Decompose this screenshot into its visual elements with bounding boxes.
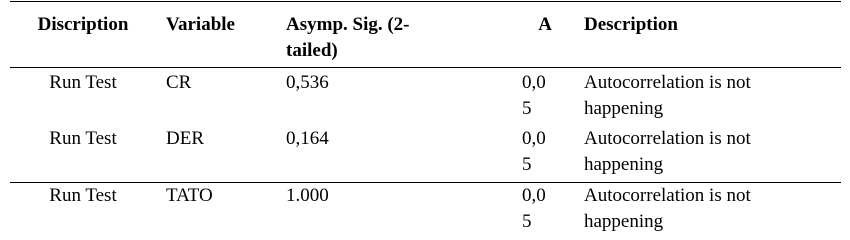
row1-discription: Run Test: [49, 72, 117, 93]
row1-a-line2: 5: [522, 98, 532, 119]
row2-a-line1: 0,0: [522, 128, 546, 149]
row3-sig: 1.000: [286, 185, 329, 206]
row2-desc-line1: Autocorrelation is not: [584, 128, 751, 149]
row3-desc-line1: Autocorrelation is not: [584, 185, 751, 206]
row2-sig: 0,164: [286, 128, 329, 149]
row3-a-line2: 5: [522, 211, 532, 232]
row1-a-line1: 0,0: [522, 72, 546, 93]
top-rule: [10, 1, 841, 2]
row3-variable: TATO: [166, 185, 213, 206]
row2-variable: DER: [166, 128, 204, 149]
header-variable: Variable: [166, 14, 235, 35]
row2-a-line2: 5: [522, 154, 532, 175]
row3-discription: Run Test: [49, 185, 117, 206]
row1-variable: CR: [166, 72, 192, 93]
row1-desc-line2: happening: [584, 98, 664, 119]
row1-desc-line1: Autocorrelation is not: [584, 72, 751, 93]
header-description: Description: [584, 14, 678, 35]
row-rule: [10, 182, 841, 183]
header-sig-line2: tailed): [286, 40, 338, 61]
header-rule: [10, 67, 841, 68]
row1-sig: 0,536: [286, 72, 329, 93]
row2-desc-line2: happening: [584, 154, 664, 175]
row3-desc-line2: happening: [584, 211, 664, 232]
header-a: A: [538, 14, 552, 35]
header-discription: Discription: [37, 14, 129, 35]
row2-discription: Run Test: [49, 128, 117, 149]
row3-a-line1: 0,0: [522, 185, 546, 206]
header-sig-line1: Asymp. Sig. (2-: [286, 14, 410, 35]
